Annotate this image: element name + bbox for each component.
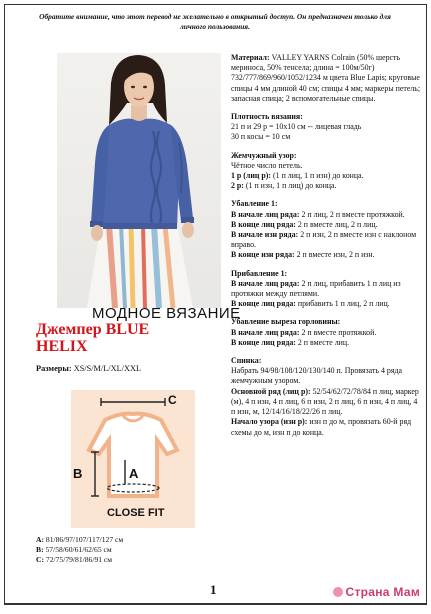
sizes-line [36, 364, 141, 373]
dec1-heading: Убавление 1: [231, 199, 278, 209]
materials-paragraph: Материал: VALLEY YARNS Colrain (50% шерсть мериноса, 50% тенсела; длина = 100м/50г) 732/777/869/960/1052/1234 м цвета Blue Lapis; круговые спицы 4 мм длиной 40 см; спицы 4 мм; маркеры петель; запасная спица; 2 вспомогательные спицы. [231, 53, 421, 103]
neck-heading: Убавление выреза горловины: [231, 317, 341, 327]
brand-logo-text: МОДНОЕ ВЯЗАНИЕ [92, 305, 241, 322]
inc1-heading: Прибавление 1: [231, 268, 288, 278]
neck-row: В конце лиц ряда: 2 п вместе лиц. [231, 337, 350, 347]
neck-row: В начале лиц ряда: 2 п вместе протяжкой. [231, 327, 377, 337]
back-main-row: Основной ряд (лиц р): 52/54/62/72/78/84 п лиц, маркер (м), 4 п изн, 4 п лиц, 6 п изн, 2 п лиц, 6 п изн, 4 п лиц, 4 п изн, м, 12/14/16/18/22/26 п лиц. [231, 386, 419, 417]
gauge-heading: Плотность вязания: [231, 112, 303, 122]
model-photo [57, 53, 221, 308]
seed-intro: Чётное число петель. [231, 160, 303, 170]
page-number: 1 [210, 582, 217, 597]
measurements-list [36, 535, 123, 565]
back-text: Набрать 94/98/108/120/130/140 п. Провязать 4 ряда жемчужным узором. [231, 366, 402, 386]
usage-notice: Обратите внимание, что этот перевод не желательно в открытый доступ. Он предназначен только для личного пользования. [39, 12, 391, 31]
sizes-value: XS/S/M/L/XL/XXL [73, 364, 142, 373]
dec1-row: В конце лиц ряда: 2 п вместе лиц, 2 п лиц. [231, 219, 378, 229]
seed-row: 2 р: (1 п изн, 1 п лиц) до конца. [231, 181, 337, 191]
title-line-2: HELIX [36, 338, 88, 355]
gauge-line: 30 п косы = 10 см [231, 132, 291, 142]
gauge-line: 21 п и 29 р = 10х10 см -- лицевая гладь [231, 122, 362, 132]
instructions-column [231, 53, 421, 438]
title-line-1: Джемпер BLUE [36, 321, 150, 338]
dec1-row: В начале изн ряда: 2 п изн, 2 п вместе изн с наклоном вправо. [231, 230, 417, 250]
measurement-c: C: 72/75/79/81/86/91 см [36, 555, 113, 564]
diagram-label-a: A [129, 466, 139, 481]
diagram-label-c: C [168, 393, 177, 407]
diagram-fit-label: CLOSE FIT [107, 507, 165, 519]
back-pattern-start: Начало узора (изн р): изн п до м, провязать 60-й ряд схемы до м, изн п до конца. [231, 417, 412, 437]
dec1-row: В начале лиц ряда: 2 п лиц, 2 п вместе протяжкой. [231, 209, 405, 219]
pattern-title [36, 321, 149, 355]
diagram-label-b: B [73, 466, 83, 481]
measurement-b: B: 57/58/60/61/62/65 см [36, 545, 112, 554]
measurement-diagram [65, 390, 195, 528]
inc1-row: В начале лиц ряда: 2 п лиц, прибавить 1 п лиц из протяжки между петлями. [231, 278, 401, 299]
watermark-logo-icon [333, 587, 343, 597]
site-watermark: Страна Мам [333, 585, 421, 599]
seed-row: 1 р (лиц р): (1 п лиц, 1 п изн) до конца. [231, 171, 364, 181]
sizes-label: Размеры: [36, 364, 72, 373]
dec1-row: В конце изн ряда: 2 п вместе изн, 2 п изн. [231, 250, 375, 260]
document-page [4, 4, 427, 605]
inc1-row: В конце лиц ряда: прибавить 1 п лиц, 2 п лиц. [231, 299, 390, 309]
seed-heading: Жемчужный узор: [231, 150, 297, 160]
back-heading: Спинка: [231, 356, 262, 366]
measurement-a: A: 81/86/97/107/117/127 см [36, 535, 124, 544]
